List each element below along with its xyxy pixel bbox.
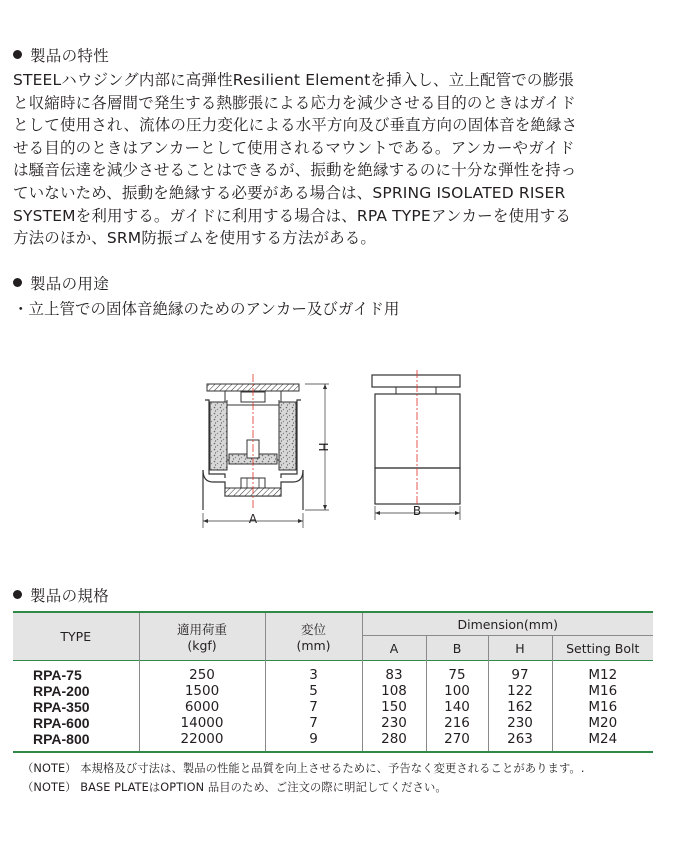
header-load-line1: 適用荷重 — [176, 622, 227, 637]
cell-h: 162 — [507, 699, 533, 715]
features-line: 方法のほか、SRM防振ゴムを使用する方法がある。 — [13, 229, 377, 248]
cell-type: RPA-600 — [33, 715, 90, 731]
header-disp-line1: 変位 — [300, 622, 326, 637]
front-section-view — [203, 374, 329, 528]
note-1: （NOTE） 本規格及び寸法は、製品の性能と品質を向上させるために、予告なく変更されることがあります。. — [22, 762, 585, 775]
table-body-row — [13, 661, 653, 753]
features-heading — [13, 44, 109, 66]
cell-bolt: M24 — [588, 731, 618, 747]
cell-b: 75 — [448, 667, 466, 683]
cell-disp: 7 — [309, 699, 318, 715]
header-load-line2: (kgf) — [187, 638, 217, 653]
cell-bolt: M16 — [588, 699, 618, 715]
specs-title: 製品の規格 — [30, 587, 110, 605]
cell-type: RPA-800 — [33, 731, 90, 747]
cell-a: 280 — [381, 731, 407, 747]
cell-bolt: M16 — [588, 683, 618, 699]
cell-h: 263 — [507, 731, 533, 747]
cell-h: 230 — [507, 715, 533, 731]
features-line: として使用され、流体の圧力変化による水平方向及び垂直方向の固体音を絶縁さ — [13, 116, 578, 135]
cell-load: 1500 — [184, 683, 220, 699]
cell-b: 270 — [444, 731, 470, 747]
cell-disp: 5 — [309, 683, 318, 699]
header-b: B — [426, 636, 488, 661]
dim-label-b: B — [412, 504, 422, 518]
cell-type: RPA-350 — [33, 699, 90, 715]
features-title: 製品の特性 — [30, 47, 110, 65]
features-line: SYSTEMを利用する。ガイドに利用する場合は、RPA TYPEアンカーを使用する — [13, 206, 572, 225]
cell-b: 100 — [444, 683, 470, 699]
b-column — [426, 661, 488, 753]
features-line: ていないため、振動を絶縁する必要がある場合は、SPRING ISOLATED RISER — [13, 183, 566, 202]
features-line: せる目的のときはアンカーとして使用されるマウントである。アンカーやガイド — [13, 138, 575, 157]
displacement-column — [265, 661, 362, 753]
h-column — [488, 661, 552, 753]
header-a: A — [362, 636, 426, 661]
cell-b: 216 — [444, 715, 470, 731]
cell-h: 122 — [507, 683, 533, 699]
cell-bolt: M12 — [588, 667, 618, 683]
cell-a: 108 — [381, 683, 407, 699]
bullet-icon — [13, 50, 22, 59]
header-dimension: Dimension(mm) — [362, 612, 653, 636]
bolt-column — [552, 661, 653, 753]
features-line: と収縮時に各層間で発生する熱膨張による応力を減少させる目的のときはガイド — [13, 93, 576, 112]
cell-type: RPA-200 — [33, 683, 90, 699]
cell-bolt: M20 — [588, 715, 618, 731]
cell-b: 140 — [444, 699, 470, 715]
header-setting-bolt: Setting Bolt — [552, 636, 653, 661]
cell-load: 14000 — [180, 715, 224, 731]
uses-heading — [13, 272, 109, 294]
side-view — [372, 370, 460, 520]
dim-label-a: A — [248, 512, 258, 526]
uses-title: 製品の用途 — [30, 275, 110, 293]
cell-a: 83 — [385, 667, 403, 683]
cell-type: RPA-75 — [33, 667, 82, 683]
cell-disp: 3 — [309, 667, 318, 683]
bullet-icon — [13, 278, 22, 287]
cell-disp: 9 — [309, 731, 318, 747]
header-h: H — [488, 636, 552, 661]
type-column — [13, 661, 139, 753]
cell-disp: 7 — [309, 715, 318, 731]
dim-label-h: H — [316, 442, 330, 452]
header-disp-line2: (mm) — [296, 638, 331, 653]
cell-a: 150 — [381, 699, 407, 715]
spec-table — [13, 611, 653, 753]
features-line: は騒音伝達を減少させることはできるが、振動を絶縁するのに十分な弾性を持っ — [13, 161, 577, 180]
uses-item: ・立上管での固体音絶縁のためのアンカー及びガイド用 — [13, 300, 400, 318]
header-displacement — [265, 612, 362, 661]
header-type: TYPE — [13, 612, 139, 661]
specs-heading — [13, 584, 109, 606]
features-paragraph — [13, 69, 663, 250]
bullet-icon — [13, 590, 22, 599]
note-2: （NOTE） BASE PLATEはOPTION 品目のため、ご注文の際に明記してください。 — [22, 781, 447, 794]
a-column — [362, 661, 426, 753]
header-load — [139, 612, 265, 661]
cell-load: 250 — [189, 667, 215, 683]
cell-load: 6000 — [184, 699, 220, 715]
cell-load: 22000 — [180, 731, 224, 747]
features-line: STEELハウジング内部に高弾性Resilient Elementを挿入し、立上配管での膨張 — [13, 71, 574, 89]
rpa-drawing — [195, 370, 485, 530]
load-column — [139, 661, 265, 753]
cell-a: 230 — [381, 715, 407, 731]
cell-h: 97 — [511, 667, 529, 683]
